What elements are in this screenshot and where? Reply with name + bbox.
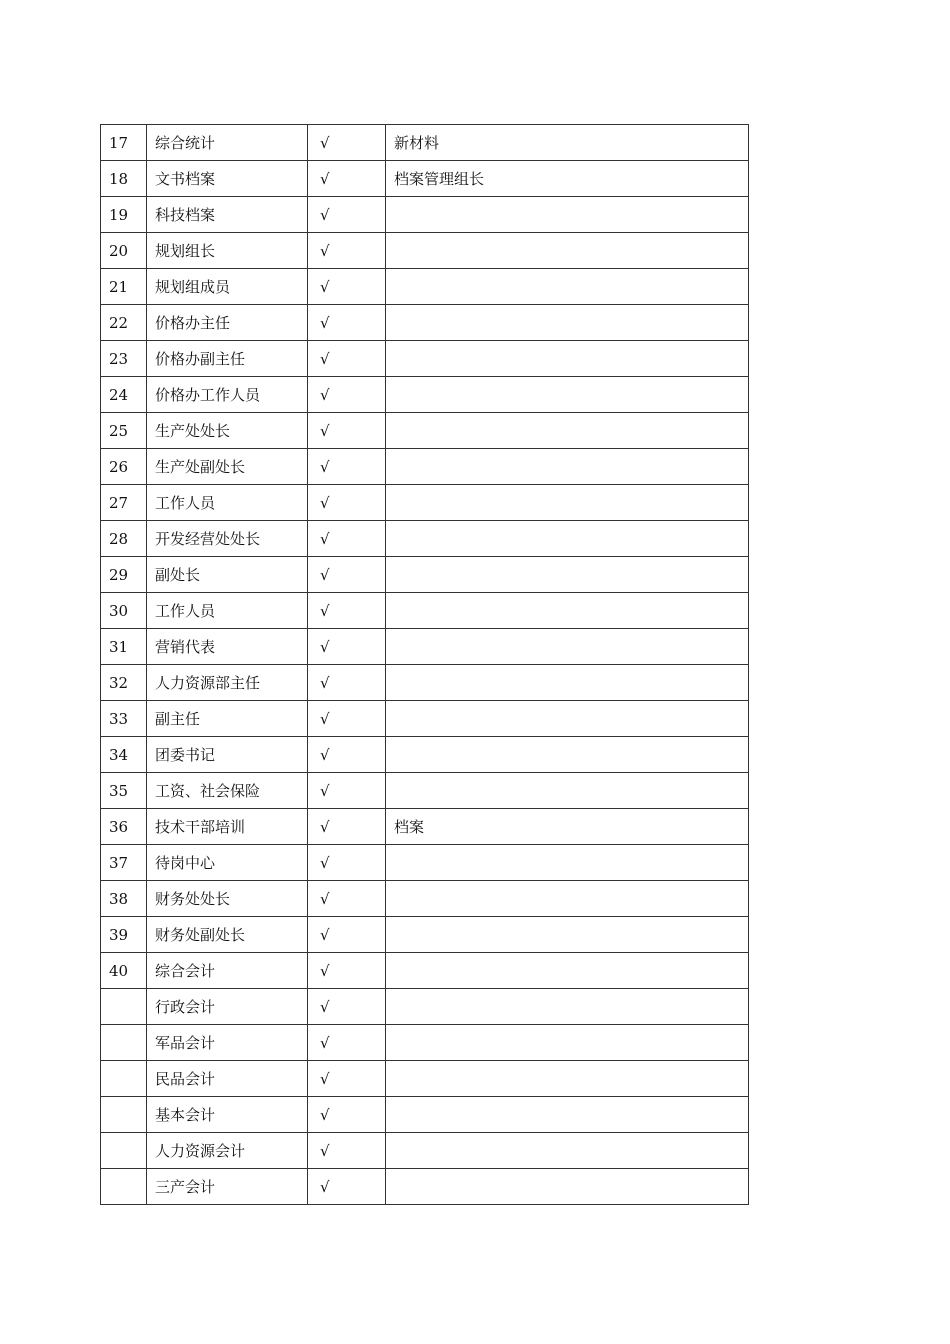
row-number-cell: 35 [101,773,147,809]
remark-cell [386,665,749,701]
position-name-cell: 规划组成员 [147,269,308,305]
row-number-cell: 37 [101,845,147,881]
row-number-cell: 26 [101,449,147,485]
checkmark-cell: √ [308,809,386,845]
table-row [101,233,749,269]
table-row [101,305,749,341]
row-number-cell: 33 [101,701,147,737]
remark-cell [386,413,749,449]
remark-cell [386,917,749,953]
checkmark-cell: √ [308,413,386,449]
checkmark-cell: √ [308,377,386,413]
remark-cell [386,773,749,809]
table-row [101,953,749,989]
table-row [101,341,749,377]
position-name-cell: 工作人员 [147,593,308,629]
table-row [101,701,749,737]
position-name-cell: 行政会计 [147,989,308,1025]
table-row [101,629,749,665]
remark-cell [386,485,749,521]
table-row [101,413,749,449]
checkmark-cell: √ [308,305,386,341]
position-name-cell: 综合统计 [147,125,308,161]
checkmark-cell: √ [308,1097,386,1133]
table-row [101,773,749,809]
position-name-cell: 科技档案 [147,197,308,233]
remark-cell [386,593,749,629]
remark-cell [386,197,749,233]
remark-cell: 档案管理组长 [386,161,749,197]
position-name-cell: 营销代表 [147,629,308,665]
position-name-cell: 副主任 [147,701,308,737]
row-number-cell: 36 [101,809,147,845]
position-name-cell: 财务处处长 [147,881,308,917]
remark-cell [386,521,749,557]
table-row [101,845,749,881]
row-number-cell: 31 [101,629,147,665]
checkmark-cell: √ [308,557,386,593]
table-row [101,989,749,1025]
remark-cell [386,1097,749,1133]
checkmark-cell: √ [308,737,386,773]
remark-cell [386,1025,749,1061]
position-name-cell: 军品会计 [147,1025,308,1061]
row-number-cell: 20 [101,233,147,269]
remark-cell [386,1169,749,1205]
checkmark-cell: √ [308,233,386,269]
remark-cell [386,233,749,269]
table-row [101,917,749,953]
position-name-cell: 文书档案 [147,161,308,197]
remark-cell [386,305,749,341]
position-name-cell: 基本会计 [147,1097,308,1133]
checkmark-cell: √ [308,1169,386,1205]
row-number-cell: 21 [101,269,147,305]
table-row [101,737,749,773]
remark-cell [386,1133,749,1169]
table-body [101,125,749,1205]
row-number-cell: 19 [101,197,147,233]
checkmark-cell: √ [308,449,386,485]
row-number-cell: 32 [101,665,147,701]
checkmark-cell: √ [308,521,386,557]
row-number-cell: 38 [101,881,147,917]
position-name-cell: 工作人员 [147,485,308,521]
checkmark-cell: √ [308,1025,386,1061]
checkmark-cell: √ [308,161,386,197]
position-name-cell: 工资、社会保险 [147,773,308,809]
checkmark-cell: √ [308,881,386,917]
position-name-cell: 价格办主任 [147,305,308,341]
table-row [101,269,749,305]
table-row [101,125,749,161]
checkmark-cell: √ [308,197,386,233]
position-name-cell: 生产处副处长 [147,449,308,485]
position-name-cell: 人力资源会计 [147,1133,308,1169]
position-name-cell: 副处长 [147,557,308,593]
table-row [101,881,749,917]
row-number-cell [101,1097,147,1133]
checkmark-cell: √ [308,773,386,809]
position-name-cell: 民品会计 [147,1061,308,1097]
table-row [101,1025,749,1061]
position-name-cell: 生产处处长 [147,413,308,449]
row-number-cell: 25 [101,413,147,449]
position-name-cell: 综合会计 [147,953,308,989]
table-row [101,1061,749,1097]
remark-cell [386,881,749,917]
position-name-cell: 技术干部培训 [147,809,308,845]
checkmark-cell: √ [308,953,386,989]
checkmark-cell: √ [308,701,386,737]
row-number-cell: 22 [101,305,147,341]
row-number-cell: 23 [101,341,147,377]
row-number-cell: 27 [101,485,147,521]
table-row [101,449,749,485]
table-row [101,521,749,557]
remark-cell [386,557,749,593]
position-name-cell: 人力资源部主任 [147,665,308,701]
row-number-cell [101,1025,147,1061]
checkmark-cell: √ [308,125,386,161]
row-number-cell: 17 [101,125,147,161]
table-row [101,1097,749,1133]
row-number-cell: 30 [101,593,147,629]
remark-cell [386,341,749,377]
position-name-cell: 财务处副处长 [147,917,308,953]
checkmark-cell: √ [308,1061,386,1097]
remark-cell [386,953,749,989]
row-number-cell: 18 [101,161,147,197]
table-row [101,377,749,413]
row-number-cell: 29 [101,557,147,593]
checkmark-cell: √ [308,629,386,665]
position-name-cell: 价格办工作人员 [147,377,308,413]
checkmark-cell: √ [308,1133,386,1169]
row-number-cell [101,1133,147,1169]
checkmark-cell: √ [308,341,386,377]
remark-cell [386,701,749,737]
table-row [101,557,749,593]
table-row [101,197,749,233]
checkmark-cell: √ [308,593,386,629]
checkmark-cell: √ [308,917,386,953]
checkmark-cell: √ [308,485,386,521]
position-name-cell: 开发经营处处长 [147,521,308,557]
position-name-cell: 规划组长 [147,233,308,269]
checkmark-cell: √ [308,665,386,701]
table-row [101,1169,749,1205]
row-number-cell: 24 [101,377,147,413]
checkmark-cell: √ [308,845,386,881]
row-number-cell: 28 [101,521,147,557]
remark-cell [386,629,749,665]
position-table [100,124,749,1205]
checkmark-cell: √ [308,989,386,1025]
row-number-cell [101,1061,147,1097]
row-number-cell: 39 [101,917,147,953]
row-number-cell [101,989,147,1025]
table-row [101,1133,749,1169]
checkmark-cell: √ [308,269,386,305]
row-number-cell: 34 [101,737,147,773]
position-name-cell: 待岗中心 [147,845,308,881]
remark-cell: 新材料 [386,125,749,161]
remark-cell [386,377,749,413]
remark-cell [386,269,749,305]
position-name-cell: 三产会计 [147,1169,308,1205]
table-row [101,665,749,701]
table-row [101,161,749,197]
table-row [101,485,749,521]
row-number-cell: 40 [101,953,147,989]
remark-cell [386,449,749,485]
table-row [101,809,749,845]
remark-cell [386,989,749,1025]
remark-cell: 档案 [386,809,749,845]
remark-cell [386,1061,749,1097]
remark-cell [386,737,749,773]
remark-cell [386,845,749,881]
position-name-cell: 价格办副主任 [147,341,308,377]
row-number-cell [101,1169,147,1205]
table-row [101,593,749,629]
position-name-cell: 团委书记 [147,737,308,773]
